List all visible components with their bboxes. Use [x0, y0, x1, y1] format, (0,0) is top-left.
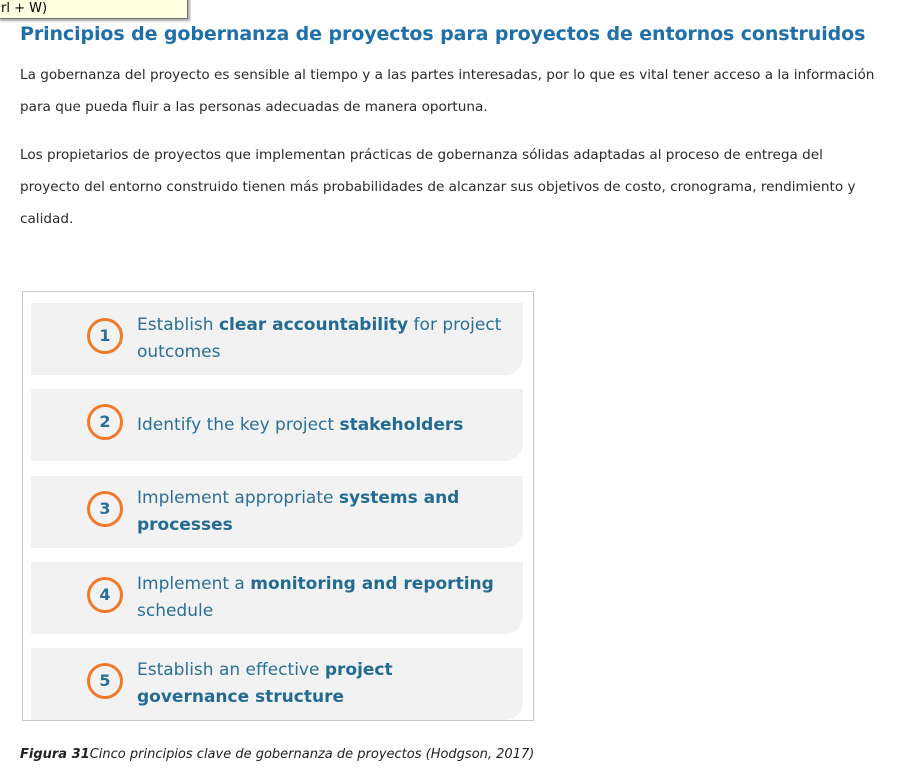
step-number-badge: 5 [87, 663, 123, 699]
step-number-badge: 1 [87, 318, 123, 354]
principle-card-3 [31, 476, 523, 548]
principles-figure [22, 291, 534, 721]
step-number-badge: 4 [87, 577, 123, 613]
step-number-badge: 3 [87, 491, 123, 527]
step-text: Implement appropriate systems and processes [137, 488, 460, 535]
tooltip: rl + W) [0, 0, 188, 19]
principle-card-4 [31, 562, 523, 634]
principle-card-2 [31, 389, 523, 461]
step-text: Identify the key project stakeholders [137, 414, 464, 435]
step-number-badge: 2 [87, 404, 123, 440]
caption-text: Cinco principios clave de gobernanza de proyectos (Hodgson, 2017) [89, 747, 535, 762]
paragraph: Los propietarios de proyectos que implementan prácticas de gobernanza sólidas adaptadas al proceso de entrega del proyecto del entorno construido tienen más probabilidades de alcanzar sus objetivos de costo, cronograma, rendimiento y calidad. [20, 147, 856, 227]
principle-card-5 [31, 648, 523, 720]
step-text: Implement a monitoring and reporting schedule [137, 574, 494, 621]
principle-card-1 [31, 303, 523, 375]
step-text: Establish clear accountability for project outcomes [137, 315, 502, 362]
step-text: Establish an effective project governance structure [137, 660, 393, 707]
caption-label: Figura 31 [20, 747, 90, 762]
section-title: Principios de gobernanza de proyectos para proyectos de entornos construidos [20, 23, 866, 45]
paragraph: La gobernanza del proyecto es sensible al tiempo y a las partes interesadas, por lo que es vital tener acceso a la información para que pueda fluir a las personas adecuadas de manera oportuna. [20, 67, 875, 115]
figure-caption [20, 747, 534, 762]
